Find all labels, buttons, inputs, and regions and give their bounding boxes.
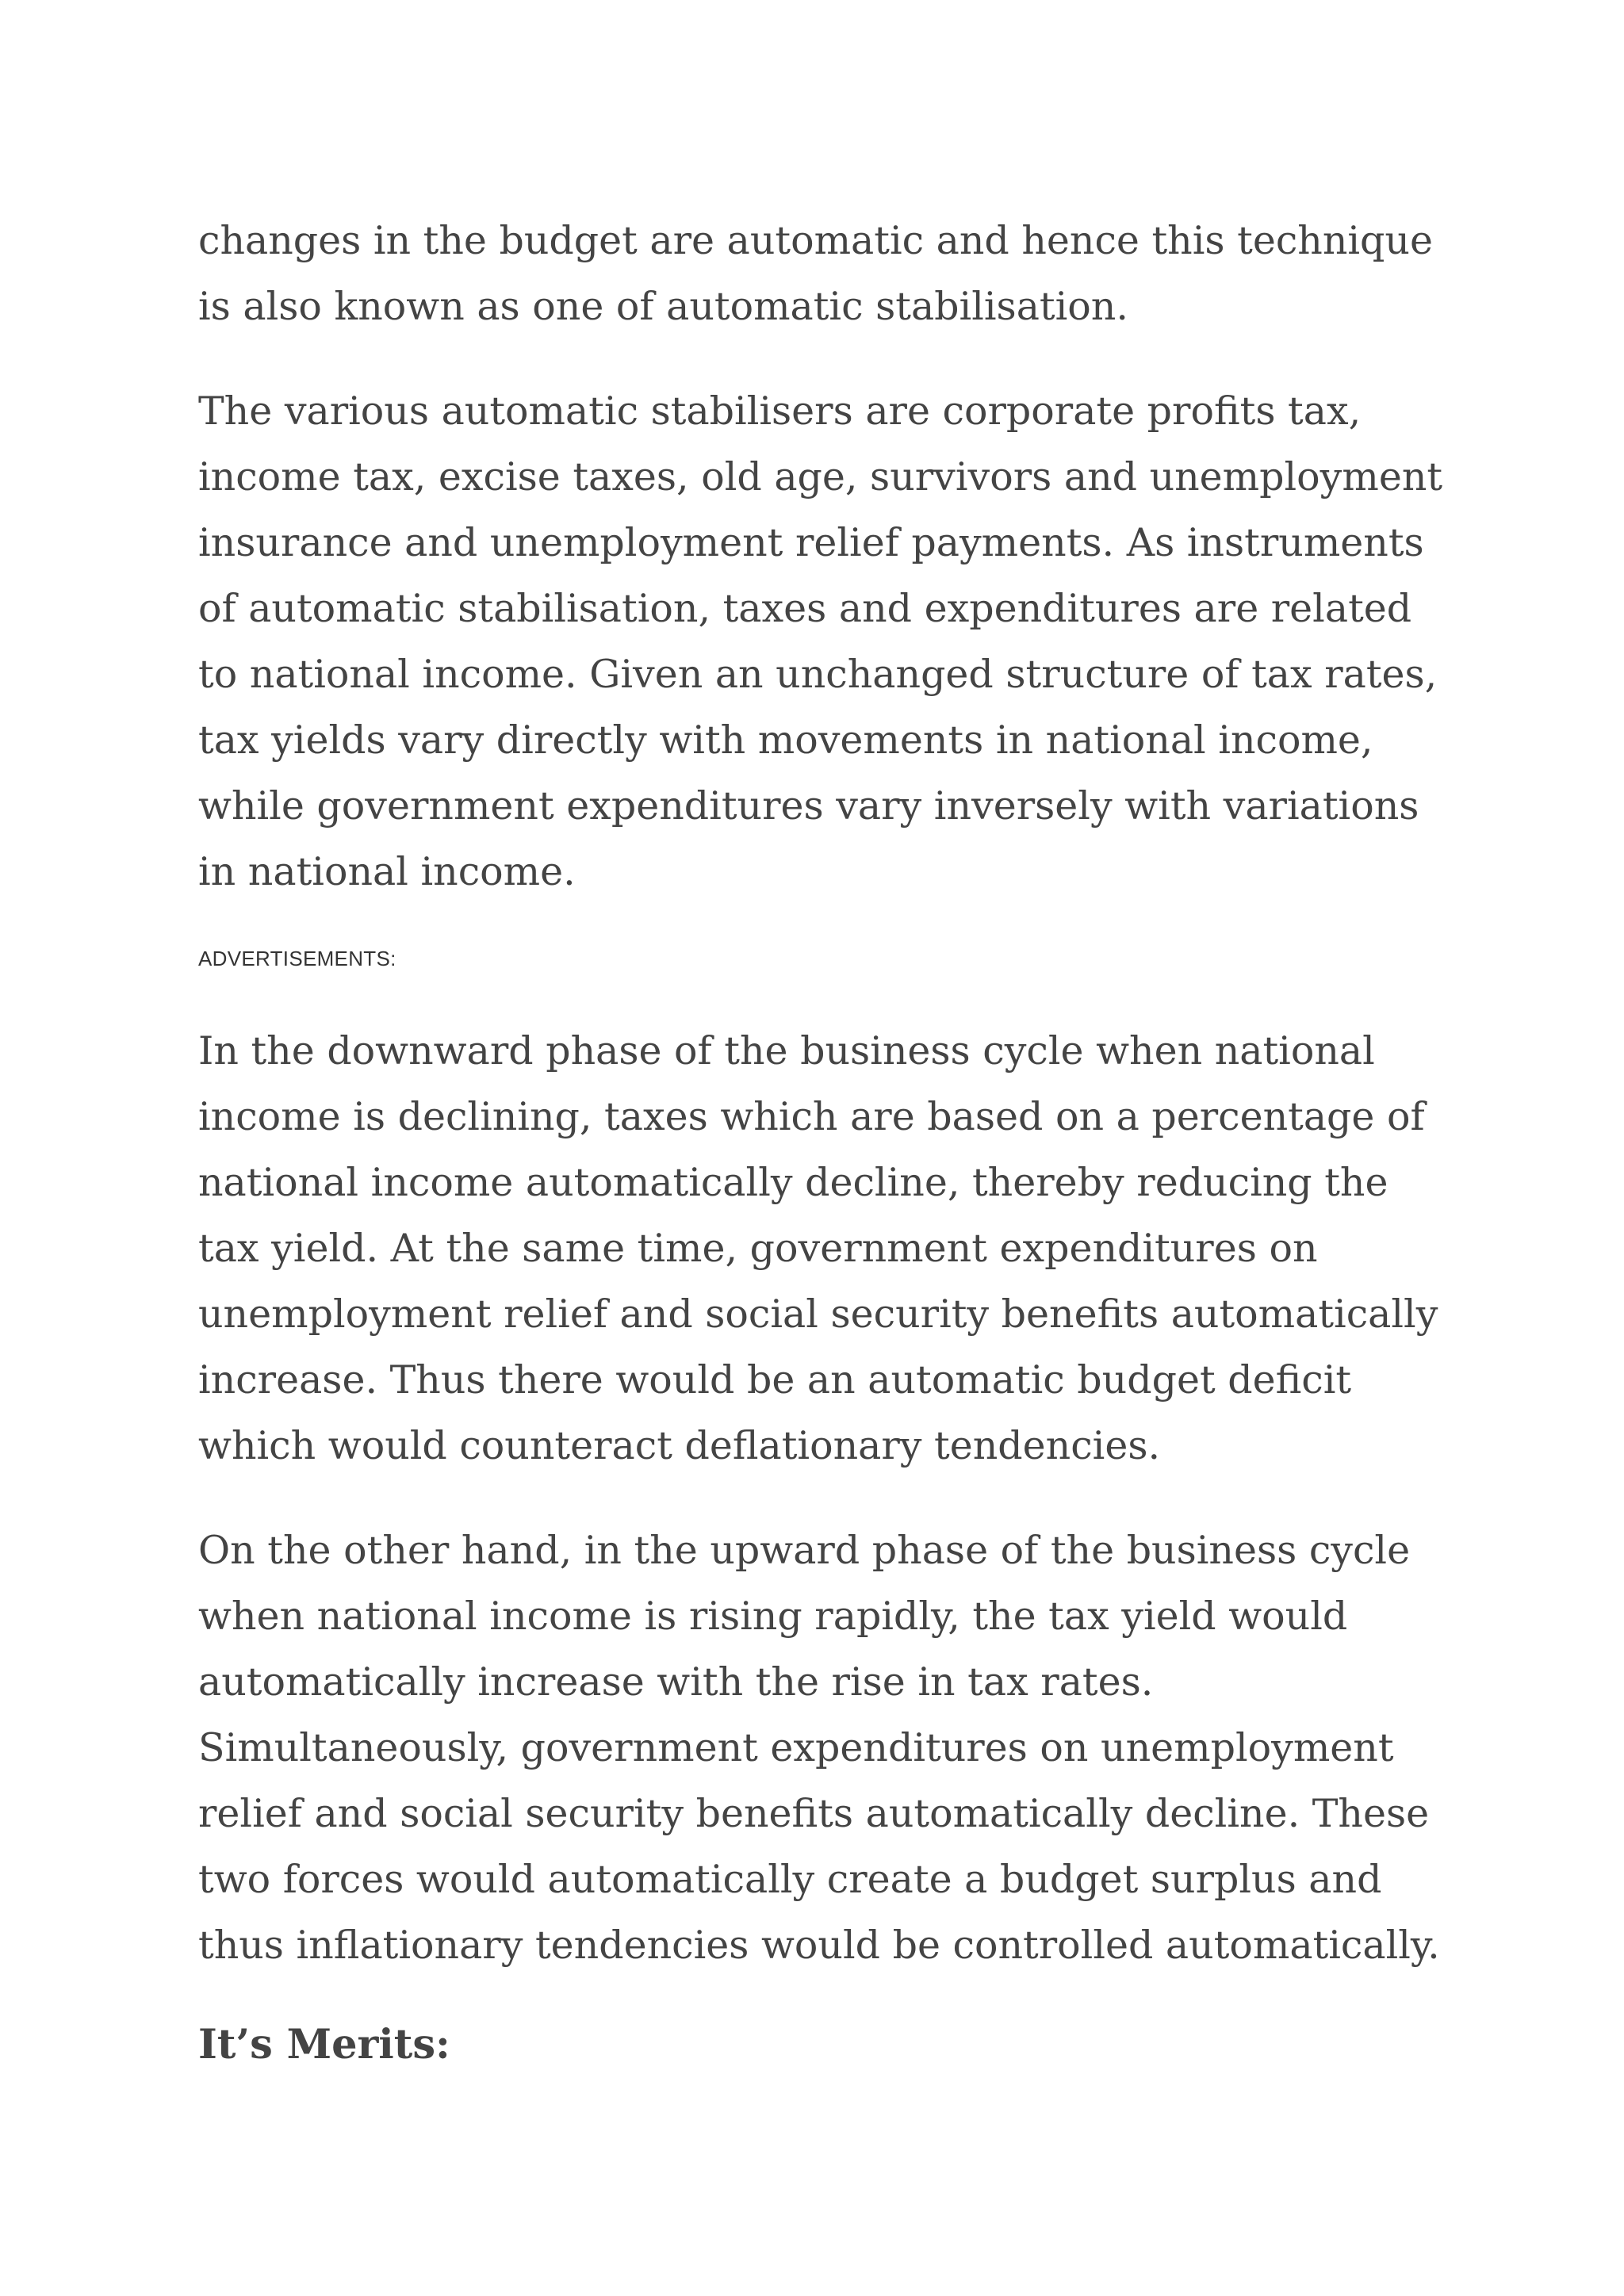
article-body — [198, 208, 1451, 2072]
section-heading-merits: It’s Merits: — [198, 2021, 450, 2068]
paragraph-automatic-stabilisation-intro: changes in the budget are automatic and hence this technique is also known as one of automatic stabilisation. — [198, 218, 1433, 329]
paragraph-downward-phase: In the downward phase of the business cycle when national income is declining, taxes which are based on a percentage of national income automatically decline, thereby reducing the tax yield. At the same time, government expenditures on unemployment relief and social security benefits automatically increase. Thus there would be an automatic budget deficit which would counteract deflationary tendencies. — [198, 1028, 1438, 1468]
advertisements-label: ADVERTISEMENTS: — [198, 947, 396, 970]
paragraph-automatic-stabilisers-list: The various automatic stabilisers are corporate profits tax, income tax, excise taxes, old age, survivors and unemployment insurance and unemployment relief payments. As instruments of automatic stabilisation, taxes and expenditures are related to national income. Given an unchanged structure of tax rates, tax yields vary directly with movements in national income, while government expenditures vary inversely with variations in national income. — [198, 388, 1443, 894]
paragraph-upward-phase: On the other hand, in the upward phase of the business cycle when national income is rising rapidly, the tax yield would automatically increase with the rise in tax rates. Simultaneously, government expenditures on unemployment relief and social security benefits automatically decline. These two forces would automatically create a budget surplus and thus inflationary tendencies would be controlled automatically. — [198, 1528, 1440, 1968]
